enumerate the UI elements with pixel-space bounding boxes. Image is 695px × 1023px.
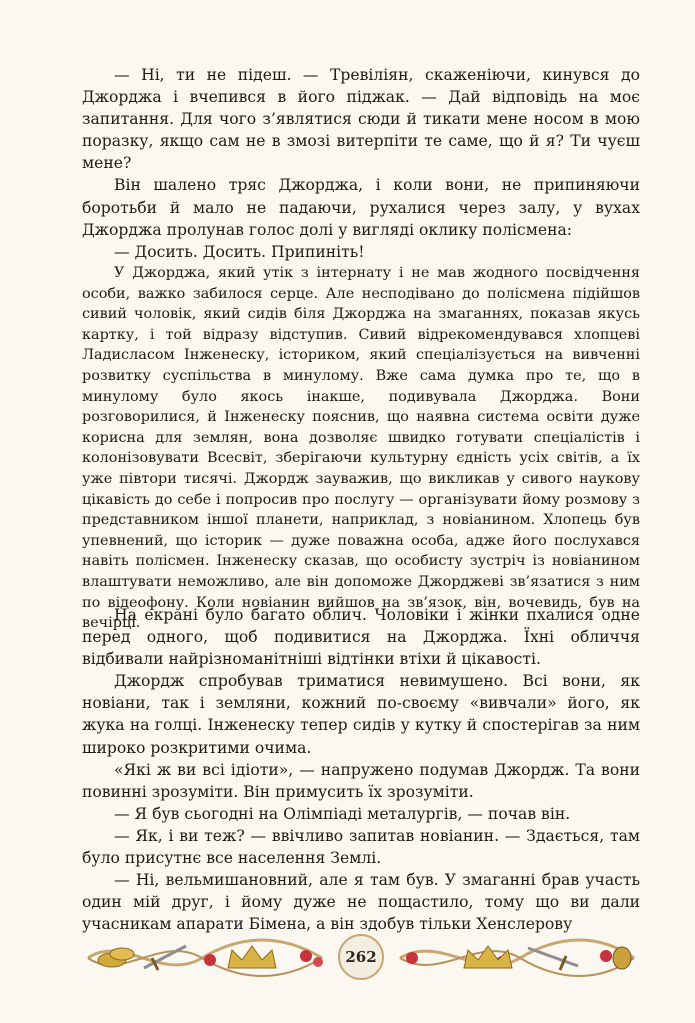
scarab-icon <box>613 947 631 969</box>
crown-icon <box>464 946 512 968</box>
sword-icon <box>144 946 186 970</box>
summary-text <box>82 263 640 634</box>
crown-icon <box>228 946 276 968</box>
paragraph: — Ні, вельмишановний, але я там був. У змаганні брав участь один мій друг, і йому дуже не пощастило, тому що ви дали учасникам апарати Бімена, а він здобув тільки Хенслерову <box>82 871 640 934</box>
paragraph: — Досить. Досить. Припиніть! <box>114 242 365 261</box>
paragraph: Він шалено тряс Джорджа, і коли вони, не припиняючи боротьби й мало не падаючи, рухалися через залу, у вухах Джорджа пролунав голос долі у вигляді оклику полісмена: <box>82 176 640 239</box>
paragraph: — Ні, ти не підеш. — Тревіліян, скаженіючи, кинувся до Джорджа і вчепився в його піджак. — Дай відповідь на моє запитання. Для чого з’являтися сюди й тикати мене носом в мою поразку, якщо сам не в змозі витерпіти те саме, що й я? Ти чуєш мене? <box>82 66 640 173</box>
footer-ornament <box>82 928 640 986</box>
summary-paragraph: У Джорджа, який утік з інтернату і не мав жодного посвідчення особи, важко забилося серце. Але несподівано до полісмена підійшов сивий чоловік, який сидів біля Джорджа на змаганнях, показав якусь картку, і той відразу відступив. Сивий відрекомендувався хлопцеві Ладисласом Інженеску, істориком, який спеціалізується на вивченні розвитку суспільства в минулому. Вже сама думка про те, що в минулому було якось інакше, подивувала Джорджа. Вони розговорилися, й Інженеску пояснив, що наявна система освіти дуже корисна для землян, вона дозволяє швидко готувати спеціалістів і колонізовувати Всесвіт, зберігаючи культурну єдність усіх світів, а їх уже півтори тисячі. Джордж зауважив, що викликав у сивого наукову цікавість до себе і попросив про послугу — організувати йому розмову з представником іншої планети, наприклад, з новіанином. Хлопець був упевнений, що історик — дуже поважна особа, адже його послухався навіть полісмен. Інженеску сказав, що особисту зустріч із новіанином влаштувати неможливо, але він допоможе Джорджеві зв’язатися з ним по відеофону. Коли новіанин вийшов на зв’язок, він, вочевидь, був на вечірці. <box>82 265 640 632</box>
paragraph: — Як, і ви теж? — ввічливо запитав новіанин. — Здається, там було присутнє все населення Землі. <box>82 826 640 868</box>
paragraph: Джордж спробував триматися невимушено. Всі вони, як новіани, так і земляни, кожний по-своєму «вивчали» його, як жука на голці. Інженеску тепер сидів у кутку й спостерігав за ним широко розкритими очима. <box>82 672 640 757</box>
top-text <box>82 64 640 263</box>
paragraph: На екрані було багато облич. Чоловіки і жінки пхалися одне перед одного, щоб подивитися на Джорджа. Їхні обличчя відбивали найрізноманітніші відтінки втіхи й цікавості. <box>82 606 640 669</box>
page-number: 262 <box>338 934 384 980</box>
paragraph: «Які ж ви всі ідіоти», — напружено подумав Джордж. Та вони повинні зрозуміти. Він примусить їх зрозуміти. <box>82 760 640 801</box>
paragraph: — Я був сьогодні на Олімпіаді металургів, — почав він. <box>114 804 571 823</box>
bottom-text <box>82 604 640 935</box>
